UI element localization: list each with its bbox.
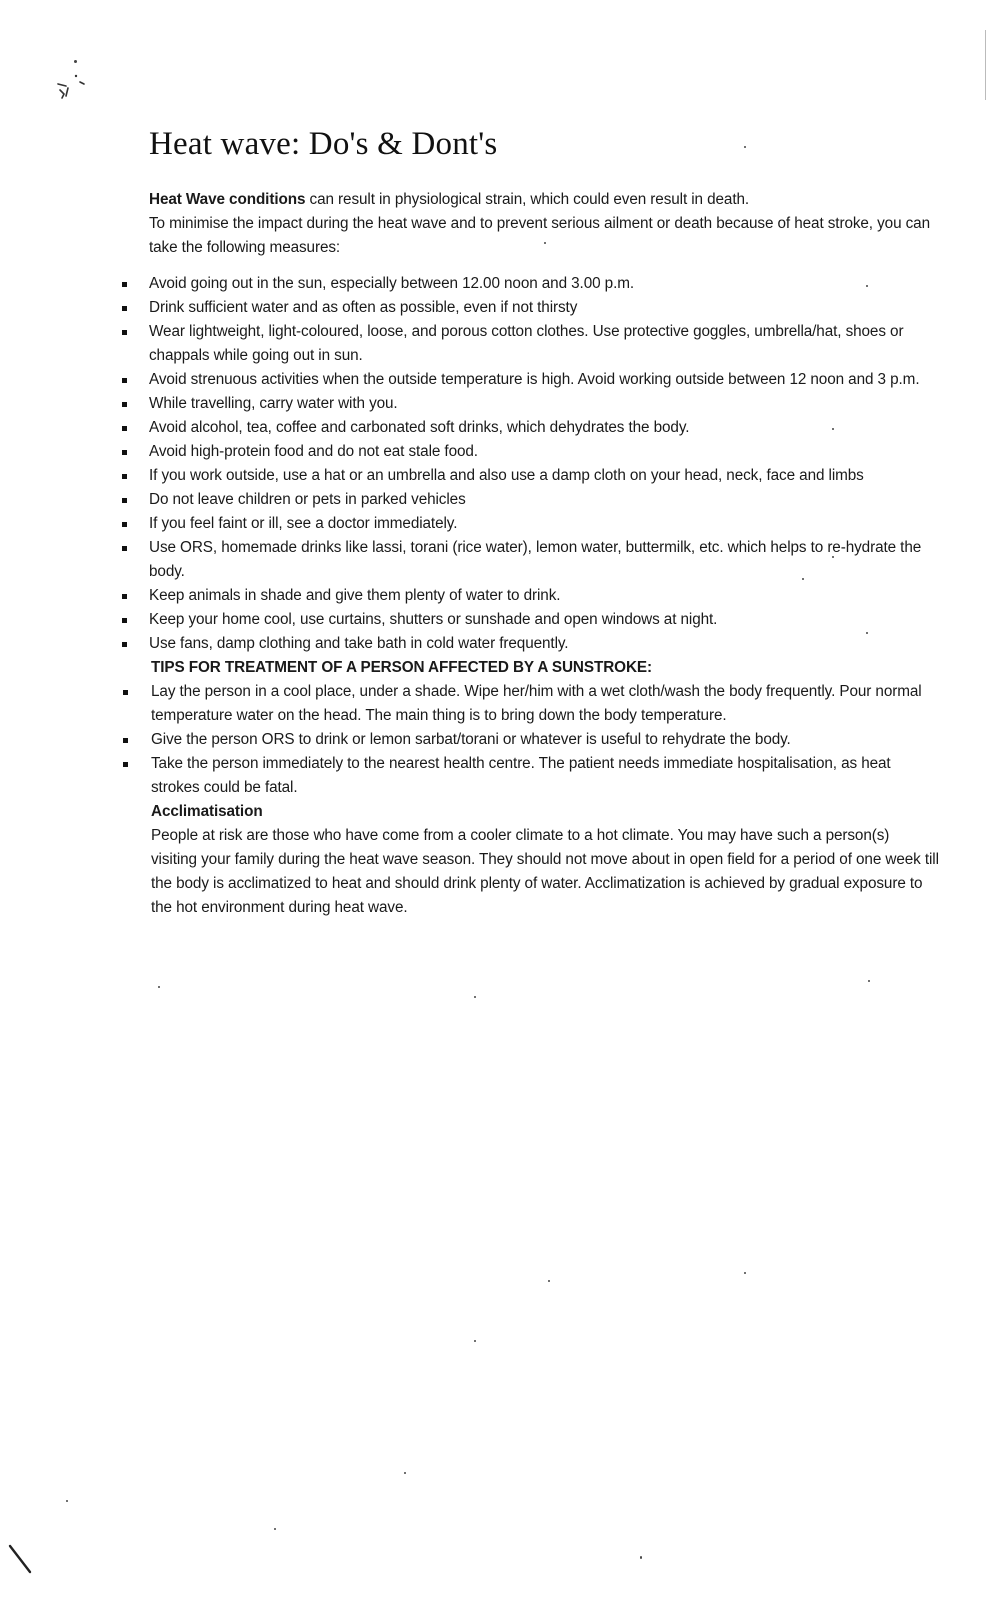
list-item: Keep your home cool, use curtains, shutters or sunshade and open windows at night. xyxy=(149,608,939,632)
scan-speck xyxy=(474,996,476,998)
list-item: Do not leave children or pets in parked vehicles xyxy=(149,488,939,512)
list-item: If you feel faint or ill, see a doctor immediately. xyxy=(149,512,939,536)
scan-speck xyxy=(640,1556,642,1559)
scan-speck xyxy=(866,632,868,634)
scan-speck xyxy=(744,146,746,148)
acclimatisation-heading: Acclimatisation xyxy=(151,803,263,820)
intro-paragraph xyxy=(149,188,939,260)
list-item: Keep animals in shade and give them plenty of water to drink. xyxy=(149,584,939,608)
measures-list xyxy=(149,272,939,656)
list-item: Avoid going out in the sun, especially between 12.00 noon and 3.00 p.m. xyxy=(149,272,939,296)
intro-line-1 xyxy=(149,188,939,212)
list-item: Wear lightweight, light-coloured, loose, and porous cotton clothes. Use protective goggles, umbrella/hat, shoes or chappals while going out in sun. xyxy=(149,320,939,368)
list-item: Take the person immediately to the nearest health centre. The patient needs immediate hospitalisation, as heat strokes could be fatal. xyxy=(151,752,939,800)
list-item: Use ORS, homemade drinks like lassi, torani (rice water), lemon water, buttermilk, etc. which helps to re-hydrate the body. xyxy=(149,536,939,584)
list-item: While travelling, carry water with you. xyxy=(149,392,939,416)
scan-speck xyxy=(832,556,834,558)
list-item: Drink sufficient water and as often as possible, even if not thirsty xyxy=(149,296,939,320)
sunstroke-tips-section xyxy=(151,656,939,920)
list-item: Avoid alcohol, tea, coffee and carbonated soft drinks, which dehydrates the body. xyxy=(149,416,939,440)
scan-edge-line xyxy=(985,30,986,100)
tips-heading: TIPS FOR TREATMENT OF A PERSON AFFECTED BY A SUNSTROKE: xyxy=(151,659,653,676)
scan-speck xyxy=(274,1528,276,1530)
scan-speck xyxy=(158,986,160,988)
page-title: Heat wave: Do's & Dont's xyxy=(149,126,498,162)
scan-speck xyxy=(474,1340,476,1342)
list-item: Use fans, damp clothing and take bath in cold water frequently. xyxy=(149,632,939,656)
scan-corner-mark xyxy=(6,1538,36,1578)
list-item: If you work outside, use a hat or an umbrella and also use a damp cloth on your head, neck, face and limbs xyxy=(149,464,939,488)
intro-lead: Heat Wave conditions xyxy=(149,191,306,208)
scan-speck xyxy=(802,578,804,580)
list-item: Avoid high-protein food and do not eat stale food. xyxy=(149,440,939,464)
scan-speck xyxy=(548,1280,550,1282)
scan-speck xyxy=(832,428,834,430)
scan-speck xyxy=(544,242,546,244)
handwritten-mark xyxy=(54,74,94,104)
scan-speck xyxy=(866,285,868,287)
scan-speck xyxy=(744,1272,746,1274)
list-item: Give the person ORS to drink or lemon sarbat/torani or whatever is useful to rehydrate the body. xyxy=(151,728,939,752)
tips-list xyxy=(151,680,939,800)
scan-speck xyxy=(868,980,870,982)
list-item: Lay the person in a cool place, under a shade. Wipe her/him with a wet cloth/wash the body frequently. Pour normal temperature water on the head. The main thing is to bring down the body temperature. xyxy=(151,680,939,728)
intro-line-1-rest: can result in physiological strain, which could even result in death. xyxy=(305,191,750,208)
list-item: Avoid strenuous activities when the outside temperature is high. Avoid working outside between 12 noon and 3 p.m. xyxy=(149,368,939,392)
scan-speck xyxy=(74,60,77,63)
acclimatisation-paragraph: People at risk are those who have come from a cooler climate to a hot climate. You may have such a person(s) visiting your family during the heat wave season. They should not move about in open field for a period of one week till the body is acclimatized to heat and should drink plenty of water. Acclimatization is achieved by gradual exposure to the hot environment during heat wave. xyxy=(151,827,939,916)
scan-speck xyxy=(404,1472,406,1474)
document-body xyxy=(149,188,939,920)
intro-line-2: To minimise the impact during the heat wave and to prevent serious ailment or death because of heat stroke, you can take the following measures: xyxy=(149,215,930,256)
scan-speck xyxy=(66,1500,68,1502)
